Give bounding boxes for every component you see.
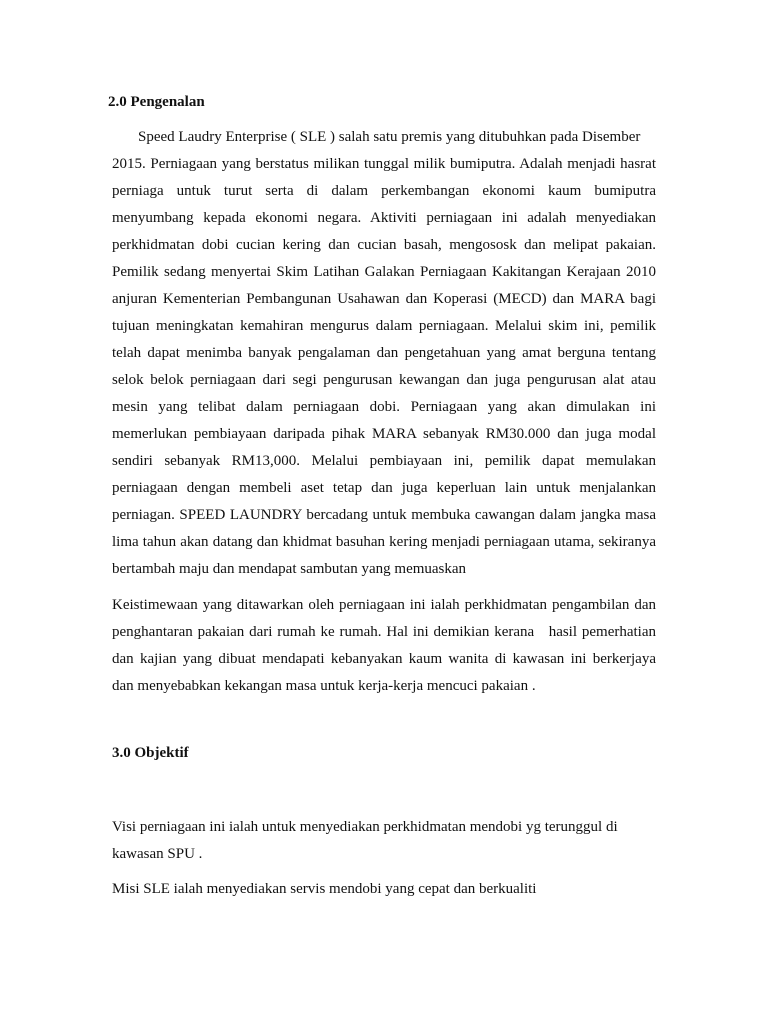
paragraph-line: Misi SLE ialah menyediakan servis mendobi yang cepat dan berkualiti (112, 881, 537, 897)
paragraph-line: Speed Laudry Enterprise ( SLE ) salah satu premis yang ditubuhkan pada Disember (138, 129, 641, 145)
paragraph-line: tujuan meningkatan kemahiran mengurus dalam perniagaan. Melalui skim ini, pemilik (112, 318, 656, 334)
paragraph-line: bertambah maju dan mendapat sambutan yang memuaskan (112, 561, 467, 577)
paragraph-line: mesin yang telibat dalam perniagaan dobi. Perniagaan yang akan dimulakan ini (112, 399, 656, 415)
paragraph-line: telah dapat menimba banyak pengalaman dan pengetahuan yang amat berguna tentang (112, 345, 656, 361)
paragraph-line: memerlukan pembiayaan daripada pihak MARA sebanyak RM30.000 dan juga modal (112, 426, 656, 442)
paragraph-line: menyumbang kepada ekonomi negara. Aktiviti perniagaan ini adalah menyediakan (112, 210, 656, 226)
paragraph-introduction (112, 124, 656, 583)
section-heading-pengenalan: 2.0 Pengenalan (108, 94, 205, 110)
paragraph-vision (112, 814, 656, 868)
paragraph-line: Visi perniagaan ini ialah untuk menyediakan perkhidmatan mendobi yg terunggul di (112, 819, 618, 835)
paragraph-line: perniagan. SPEED LAUNDRY bercadang untuk membuka cawangan dalam jangka masa (112, 507, 656, 523)
paragraph-line: perkhidmatan dobi cucian kering dan cucian basah, mengososk dan melipat pakaian. (112, 237, 656, 253)
paragraph-line: dan menyebabkan kekangan masa untuk kerja-kerja mencuci pakaian . (112, 678, 536, 694)
paragraph-line: perniagaan dengan membeli aset tetap dan juga keperluan lain untuk menjalankan (112, 480, 656, 496)
paragraph-line: lima tahun akan datang dan khidmat basuhan kering menjadi perniagaan utama, sekiranya (112, 534, 656, 550)
paragraph-line: dan kajian yang dibuat mendapati kebanyakan kaum wanita di kawasan ini berkerjaya (112, 651, 656, 667)
paragraph-line: sendiri sebanyak RM13,000. Melalui pembiayaan ini, pemilik dapat memulakan (112, 453, 656, 469)
paragraph-mission (112, 876, 656, 903)
paragraph-line: kawasan SPU . (112, 846, 203, 862)
paragraph-line: anjuran Kementerian Pembangunan Usahawan dan Koperasi (MECD) dan MARA bagi (112, 291, 656, 307)
paragraph-line: perniaga untuk turut serta di dalam perkembangan ekonomi kaum bumiputra (112, 183, 656, 199)
paragraph-line: penghantaran pakaian dari rumah ke rumah. Hal ini demikian kerana hasil pemerhatian (112, 624, 656, 640)
paragraph-line: Pemilik sedang menyertai Skim Latihan Galakan Perniagaan Kakitangan Kerajaan 2010 (112, 264, 656, 280)
paragraph-special-features (112, 592, 656, 700)
paragraph-line: Keistimewaan yang ditawarkan oleh perniagaan ini ialah perkhidmatan pengambilan dan (112, 597, 656, 613)
paragraph-line: 2015. Perniagaan yang berstatus milikan tunggal milik bumiputra. Adalah menjadi hasrat (112, 156, 656, 172)
section-heading-objektif: 3.0 Objektif (112, 745, 189, 761)
paragraph-line: selok belok perniagaan dari segi pengurusan kewangan dan juga pengurusan alat atau (112, 372, 656, 388)
